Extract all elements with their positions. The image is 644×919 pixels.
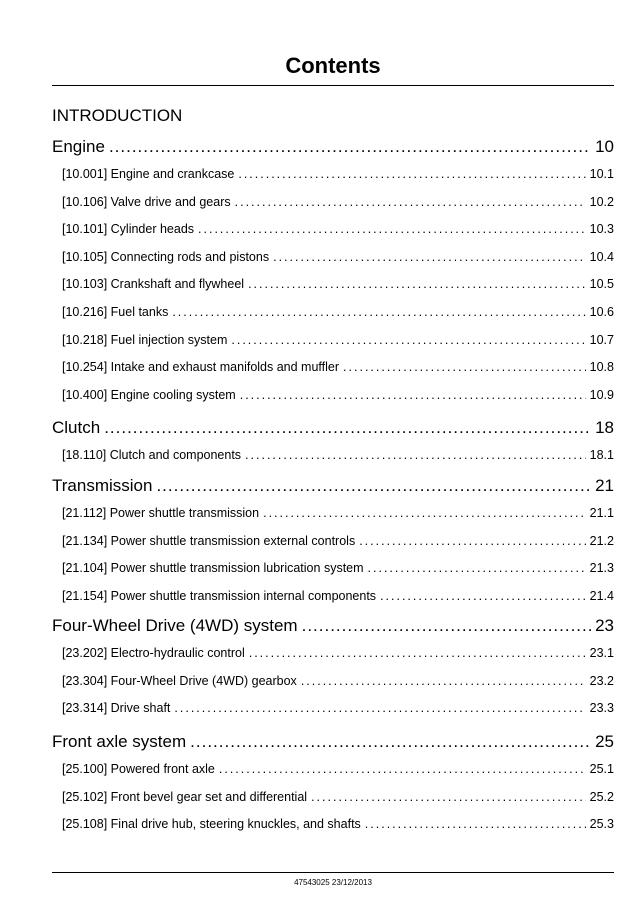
dot-leader [109,136,591,158]
toc-chapter-label: Transmission [52,476,153,495]
toc-section-label: [10.103] Crankshaft and flywheel [62,277,245,292]
toc-section[interactable] [62,387,614,403]
toc-section-page: 25.3 [589,817,614,832]
toc-chapter[interactable] [52,475,614,497]
page-title: Contents [285,53,381,78]
toc-section[interactable] [62,166,614,182]
toc-chapter-page: 21 [595,476,614,495]
toc-chapter-page: 23 [595,616,614,635]
toc-section-label: [10.001] Engine and crankcase [62,167,235,181]
toc-section-label: [10.216] Fuel tanks [62,305,169,319]
toc-section[interactable] [62,588,614,604]
toc-section-page: 10.1 [589,167,614,181]
toc-chapter-label: Four-Wheel Drive (4WD) system [52,616,298,635]
dot-leader [172,304,585,320]
toc-section[interactable] [62,560,614,576]
toc-section-label: [25.100] Powered front axle [62,762,215,776]
toc-chapter[interactable] [52,731,614,753]
toc-section-label: [21.154] Power shuttle transmission internal components [62,588,377,603]
toc-section[interactable] [62,332,614,348]
toc-section-page: 10.6 [589,305,614,319]
dot-leader [235,194,586,210]
toc-section-page: 21.1 [589,506,614,520]
toc-section-page: 23.2 [589,673,614,688]
toc-section[interactable] [62,700,614,716]
dot-leader [174,700,585,716]
toc-section[interactable] [62,505,614,521]
toc-section-label: [18.110] Clutch and components [62,448,242,462]
toc-section[interactable] [62,673,614,689]
toc-section-label: [21.134] Power shuttle transmission external controls [62,533,356,548]
dot-leader [380,588,586,604]
toc-section-label: [25.102] Front bevel gear set and differential [62,789,308,804]
toc-section[interactable] [62,789,614,805]
toc-section-page: 10.2 [589,194,614,209]
toc-section-label: [10.400] Engine cooling system [62,387,236,402]
toc-chapter[interactable] [52,615,614,637]
toc-section-page: 10.8 [589,360,614,375]
toc-section[interactable] [62,276,614,292]
toc-section-label: [25.108] Final drive hub, steering knuckles, and shafts [62,817,361,832]
document-footer: 47543025 23/12/2013 [294,878,372,887]
toc-section[interactable] [62,761,614,777]
dot-leader [301,673,586,689]
dot-leader [273,249,586,265]
toc-section-page: 21.2 [589,533,614,548]
toc-section-label: [23.304] Four-Wheel Drive (4WD) gearbox [62,673,297,688]
toc-section-label: [23.314] Drive shaft [62,701,171,716]
dot-leader [365,816,586,832]
toc-section[interactable] [62,447,614,463]
toc-section-page: 21.3 [589,561,614,576]
dot-leader [238,166,585,182]
dot-leader [368,560,586,576]
toc-section[interactable] [62,816,614,832]
toc-section-label: [10.101] Cylinder heads [62,222,195,237]
toc-chapter-page: 10 [595,137,614,156]
toc-section[interactable] [62,304,614,320]
toc-chapter[interactable] [52,136,614,158]
toc-section-label: [10.105] Connecting rods and pistons [62,249,270,264]
toc-section-page: 25.1 [589,762,614,776]
dot-leader [245,447,586,463]
toc-chapter-label: Clutch [52,418,101,437]
toc-section-page: 10.5 [589,277,614,292]
dot-leader [104,417,591,439]
toc-section-label: [21.112] Power shuttle transmission [62,506,260,520]
toc-chapter-page: 18 [595,418,614,437]
toc-section-page: 10.3 [589,222,614,237]
title-rule [52,85,614,86]
dot-leader [231,332,585,348]
introduction-heading: INTRODUCTION [52,106,183,125]
dot-leader [240,387,586,403]
dot-leader [248,276,586,292]
toc-section[interactable] [62,359,614,375]
dot-leader [263,505,586,521]
dot-leader [359,533,585,549]
toc-section-page: 25.2 [589,789,614,804]
toc-chapter-label: Engine [52,137,105,156]
toc-section-page: 23.3 [589,701,614,716]
dot-leader [190,731,591,753]
toc-section-page: 10.9 [589,387,614,402]
toc-section-page: 18.1 [589,448,614,462]
toc-section-page: 10.4 [589,249,614,264]
dot-leader [343,359,586,375]
toc-section-page: 23.1 [589,646,614,660]
toc-section-label: [10.218] Fuel injection system [62,332,228,347]
footer-rule [52,872,614,873]
toc-section[interactable] [62,249,614,265]
toc-section-page: 21.4 [589,588,614,603]
toc-section-label: [21.104] Power shuttle transmission lubrication system [62,561,364,576]
toc-chapter-page: 25 [595,732,614,751]
toc-section-label: [10.106] Valve drive and gears [62,194,231,209]
dot-leader [311,789,586,805]
toc-section-page: 10.7 [589,332,614,347]
toc-chapter[interactable] [52,417,614,439]
toc-section-label: [10.254] Intake and exhaust manifolds and muffler [62,360,340,375]
toc-chapter-label: Front axle system [52,732,187,751]
toc-section[interactable] [62,645,614,661]
toc-section[interactable] [62,533,614,549]
dot-leader [302,615,591,637]
dot-leader [249,645,586,661]
toc-section-label: [23.202] Electro-hydraulic control [62,646,245,660]
dot-leader [198,221,586,237]
toc-section[interactable] [62,194,614,210]
toc-section[interactable] [62,221,614,237]
dot-leader [156,475,591,497]
dot-leader [219,761,586,777]
